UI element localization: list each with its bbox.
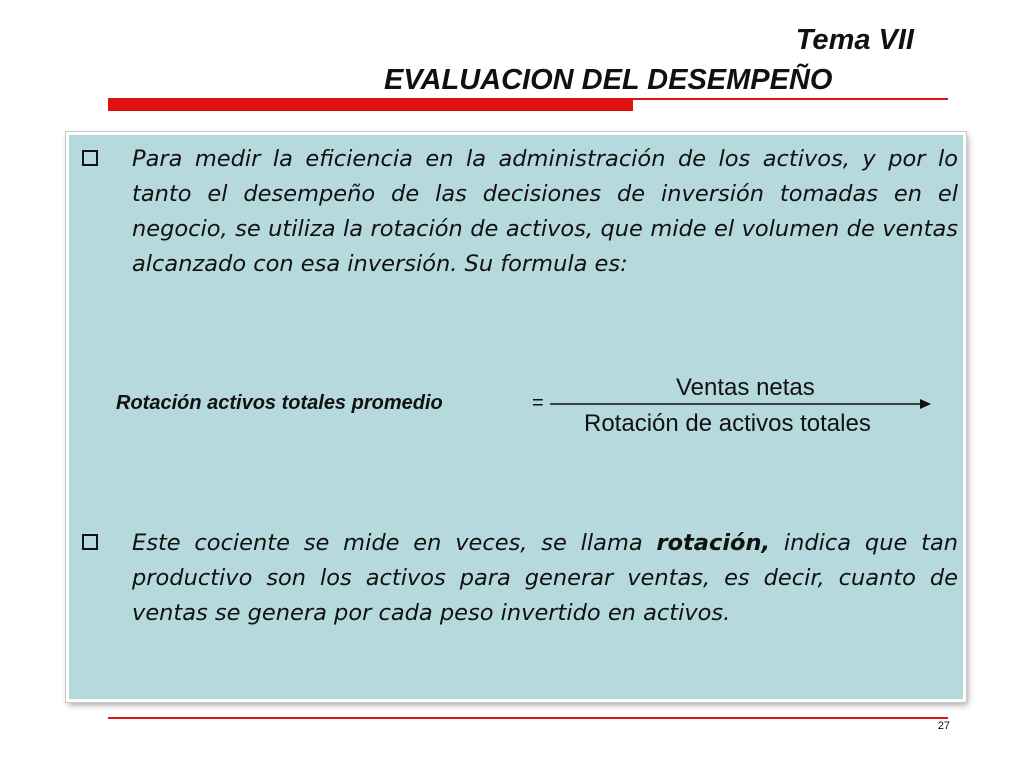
formula-numerator: Ventas netas — [676, 374, 815, 401]
page-number: 27 — [937, 720, 950, 732]
bullet-2-text-after: indica que tan productivo son los activos para generar ventas, es decir, cuanto de ventas se genera por cada peso invertido en activos. — [132, 530, 958, 626]
title-line-2: EVALUACION DEL DESEMPEÑO — [384, 64, 833, 96]
title-accent-bar — [108, 98, 633, 111]
bullet-2-bold: rotación, — [656, 530, 771, 556]
formula-denominator: Rotación de activos totales — [584, 410, 871, 437]
formula-equals: = — [532, 392, 544, 414]
bullet-1-icon — [82, 150, 98, 166]
bullet-2-text-before: Este cociente se mide en veces, se llama — [132, 530, 657, 556]
bullet-2-icon — [82, 534, 98, 550]
footer-line — [108, 717, 948, 719]
bullet-1-text: Para medir la eficiencia en la administración de los activos, y por lo tanto el desempeño de las decisiones de inversión tomadas en el negocio, se utiliza la rotación de activos, que mide el volumen de ventas alcanzado con esa inversión. Su formula es: — [132, 146, 958, 277]
title-line-1: Tema VII — [795, 24, 914, 56]
formula-label: Rotación activos totales promedio — [116, 392, 443, 414]
fraction-arrow-icon — [550, 397, 932, 411]
bullet-2-text — [132, 526, 958, 631]
